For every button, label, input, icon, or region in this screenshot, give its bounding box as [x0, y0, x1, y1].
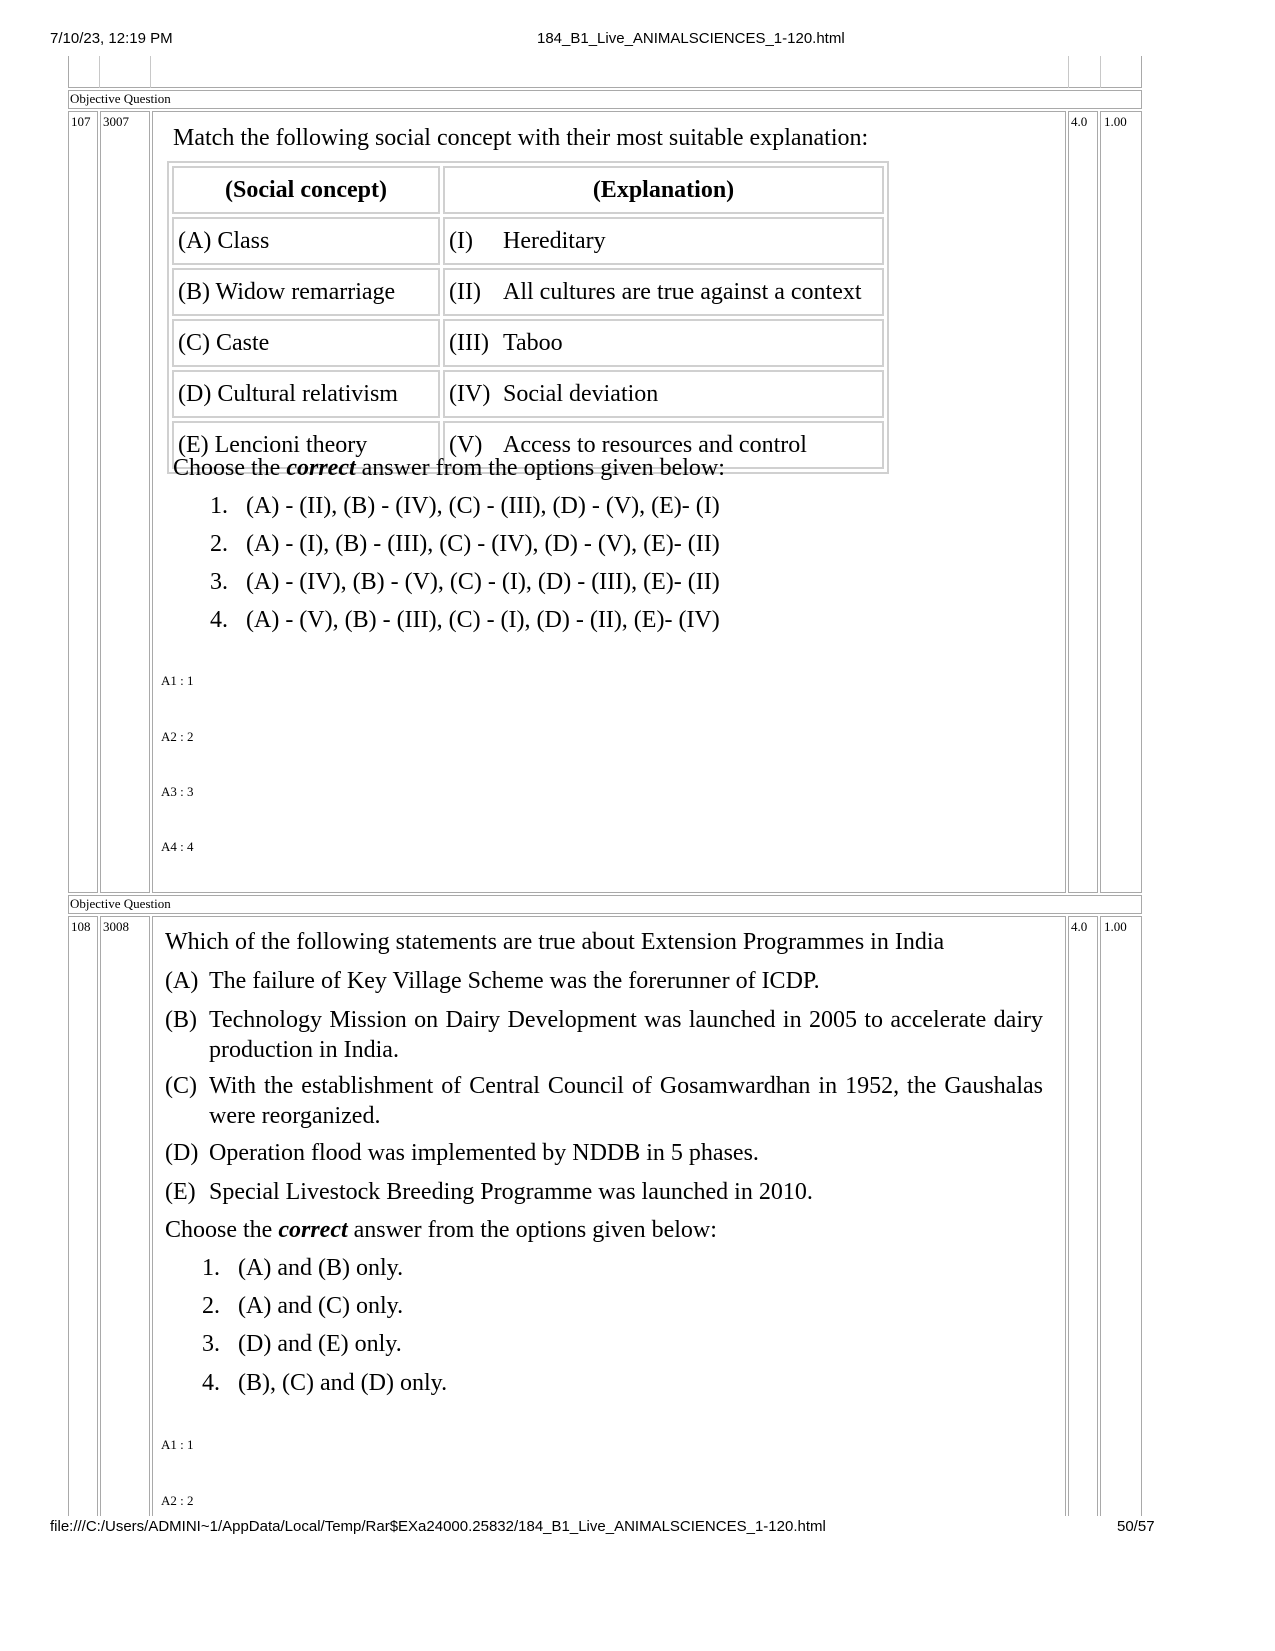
q107-option-text: (A) - (I), (B) - (III), (C) - (IV), (D) - (V), (E)- (II) [246, 531, 720, 557]
top-frame-divider [1068, 56, 1069, 88]
q108-option [202, 1255, 403, 1282]
print-footer-path: file:///C:/Users/ADMINI~1/AppData/Local/Temp/Rar$EXa24000.25832/184_B1_Live_ANIMALSCIENCES_1-120.html [50, 1518, 826, 1535]
q107-marks: 4.0 [1071, 114, 1088, 129]
q108-statement-key: (E) [165, 1179, 196, 1205]
q107-option-text: (A) - (II), (B) - (IV), (C) - (III), (D) - (V), (E)- (I) [246, 493, 720, 519]
q107-answer: A3 : 3 [161, 784, 194, 799]
q107-option-text: (A) - (V), (B) - (III), (C) - (I), (D) - (II), (E)- (IV) [246, 607, 720, 633]
q107-option-num: 3. [210, 569, 228, 595]
q108-statement-text: The failure of Key Village Scheme was the forerunner of ICDP. [209, 968, 820, 994]
q108-choose-em: correct [278, 1217, 348, 1243]
q107-row-right [443, 319, 884, 367]
q108-option-num: 3. [202, 1331, 220, 1357]
q107-match-table [167, 161, 889, 474]
q107-col2-header: (Explanation) [443, 166, 884, 214]
q108-number-cell [68, 916, 98, 1516]
q108-statement-text: With the establishment of Central Council of Gosamwardhan in 1952, the Gaushalas were reorganized. [209, 1073, 1043, 1129]
q108-option-text: (D) and (E) only. [238, 1331, 402, 1357]
q108-choose-post: answer from the options given below: [347, 1217, 717, 1243]
q108-statement-text: Technology Mission on Dairy Development was launched in 2005 to accelerate dairy production in India. [209, 1007, 1043, 1063]
q107-section-label: Objective Question [70, 91, 171, 106]
q108-choose-pre: Choose the [165, 1217, 279, 1243]
q107-row-left: (B) Widow remarriage [172, 268, 440, 316]
q108-option-text: (A) and (B) only. [238, 1255, 404, 1281]
q108-marks: 4.0 [1071, 919, 1088, 934]
q108-option-text: (B), (C) and (D) only. [238, 1370, 448, 1396]
q107-col1-header: (Social concept) [172, 166, 440, 214]
q108-option [202, 1370, 447, 1397]
q108-statement-key: (C) [165, 1073, 197, 1099]
q107-row-right-num: (V) [449, 431, 483, 458]
q107-negative-cell [1100, 111, 1142, 893]
q107-negative: 1.00 [1104, 114, 1127, 129]
q107-choose-post: answer from the options given below: [355, 455, 725, 481]
top-frame-divider [99, 56, 100, 88]
q107-row-left: (D) Cultural relativism [172, 370, 440, 418]
q107-option [210, 607, 720, 634]
q107-option [210, 531, 720, 558]
q107-row-right-num: (IV) [449, 380, 491, 407]
q107-id: 3007 [103, 114, 129, 129]
q108-option-num: 1. [202, 1255, 220, 1281]
q107-row-left: (C) Caste [172, 319, 440, 367]
q107-row-right-num: (II) [449, 278, 481, 305]
q108-negative-cell [1100, 916, 1142, 1516]
q108-statement-text: Special Livestock Breeding Programme was launched in 2010. [209, 1179, 813, 1205]
q108-choose-instruction [165, 1215, 717, 1245]
q107-row-left: (E) Lencioni theory [172, 421, 440, 469]
q107-answer: A2 : 2 [161, 729, 194, 744]
print-page-number: 50/57 [1117, 1518, 1155, 1535]
q107-row-right-text: All cultures are true against a context [503, 278, 862, 305]
q107-marks-cell [1068, 111, 1098, 893]
q108-section-label: Objective Question [70, 896, 171, 911]
q108-statement [165, 966, 1043, 996]
q108-id: 3008 [103, 919, 129, 934]
q107-row-left: (A) Class [172, 217, 440, 265]
q108-statement-key: (B) [165, 1007, 197, 1033]
q108-statement-text: Operation flood was implemented by NDDB in 5 phases. [209, 1140, 759, 1166]
q108-negative: 1.00 [1104, 919, 1127, 934]
q107-option-num: 2. [210, 531, 228, 557]
q107-row-right [443, 370, 884, 418]
q107-option [210, 569, 720, 596]
q108-option-text: (A) and (C) only. [238, 1293, 404, 1319]
q107-choose-instruction [173, 453, 725, 483]
q108-id-cell [100, 916, 150, 1516]
q108-statement [165, 1005, 1043, 1065]
q107-option-text: (A) - (IV), (B) - (V), (C) - (I), (D) - (III), (E)- (II) [246, 569, 720, 595]
print-title: 184_B1_Live_ANIMALSCIENCES_1-120.html [537, 30, 845, 47]
q108-option-num: 2. [202, 1293, 220, 1319]
q107-row-right-text: Access to resources and control [503, 431, 807, 458]
q107-number-cell [68, 111, 98, 893]
q108-section-header [68, 895, 1142, 914]
q108-stem: Which of the following statements are true about Extension Programmes in India [165, 929, 945, 955]
q107-number: 107 [71, 114, 91, 129]
q107-stem: Match the following social concept with their most suitable explanation: [173, 125, 869, 151]
q108-option [202, 1331, 402, 1358]
q107-row-right-num: (I) [449, 227, 473, 254]
q107-option-num: 4. [210, 607, 228, 633]
q108-statement-key: (A) [165, 968, 199, 994]
q107-row-right-text: Taboo [503, 329, 563, 356]
q107-row-right-num: (III) [449, 329, 489, 356]
q107-row-right [443, 217, 884, 265]
q108-statement [165, 1138, 1043, 1168]
print-datetime: 7/10/23, 12:19 PM [50, 30, 173, 47]
top-frame-divider [150, 56, 151, 88]
q108-option [202, 1293, 403, 1320]
q107-answer: A1 : 1 [161, 673, 194, 688]
q107-row-right-text: Social deviation [503, 380, 659, 407]
q108-statement [165, 1071, 1043, 1131]
q107-row-right-text: Hereditary [503, 227, 606, 254]
q108-statement-key: (D) [165, 1140, 199, 1166]
q107-option [210, 493, 720, 520]
q108-statement [165, 1177, 1043, 1207]
q108-answer: A2 : 2 [161, 1493, 194, 1508]
q107-answer: A4 : 4 [161, 839, 194, 854]
q107-choose-em: correct [286, 455, 356, 481]
q108-marks-cell [1068, 916, 1098, 1516]
q107-choose-pre: Choose the [173, 455, 287, 481]
q108-option-num: 4. [202, 1370, 220, 1396]
q107-row-right [443, 268, 884, 316]
q107-section-header [68, 90, 1142, 109]
top-frame-row [68, 56, 1142, 88]
q108-answer: A1 : 1 [161, 1437, 194, 1452]
q108-number: 108 [71, 919, 91, 934]
q107-id-cell [100, 111, 150, 893]
q107-option-num: 1. [210, 493, 228, 519]
top-frame-divider [1100, 56, 1101, 88]
